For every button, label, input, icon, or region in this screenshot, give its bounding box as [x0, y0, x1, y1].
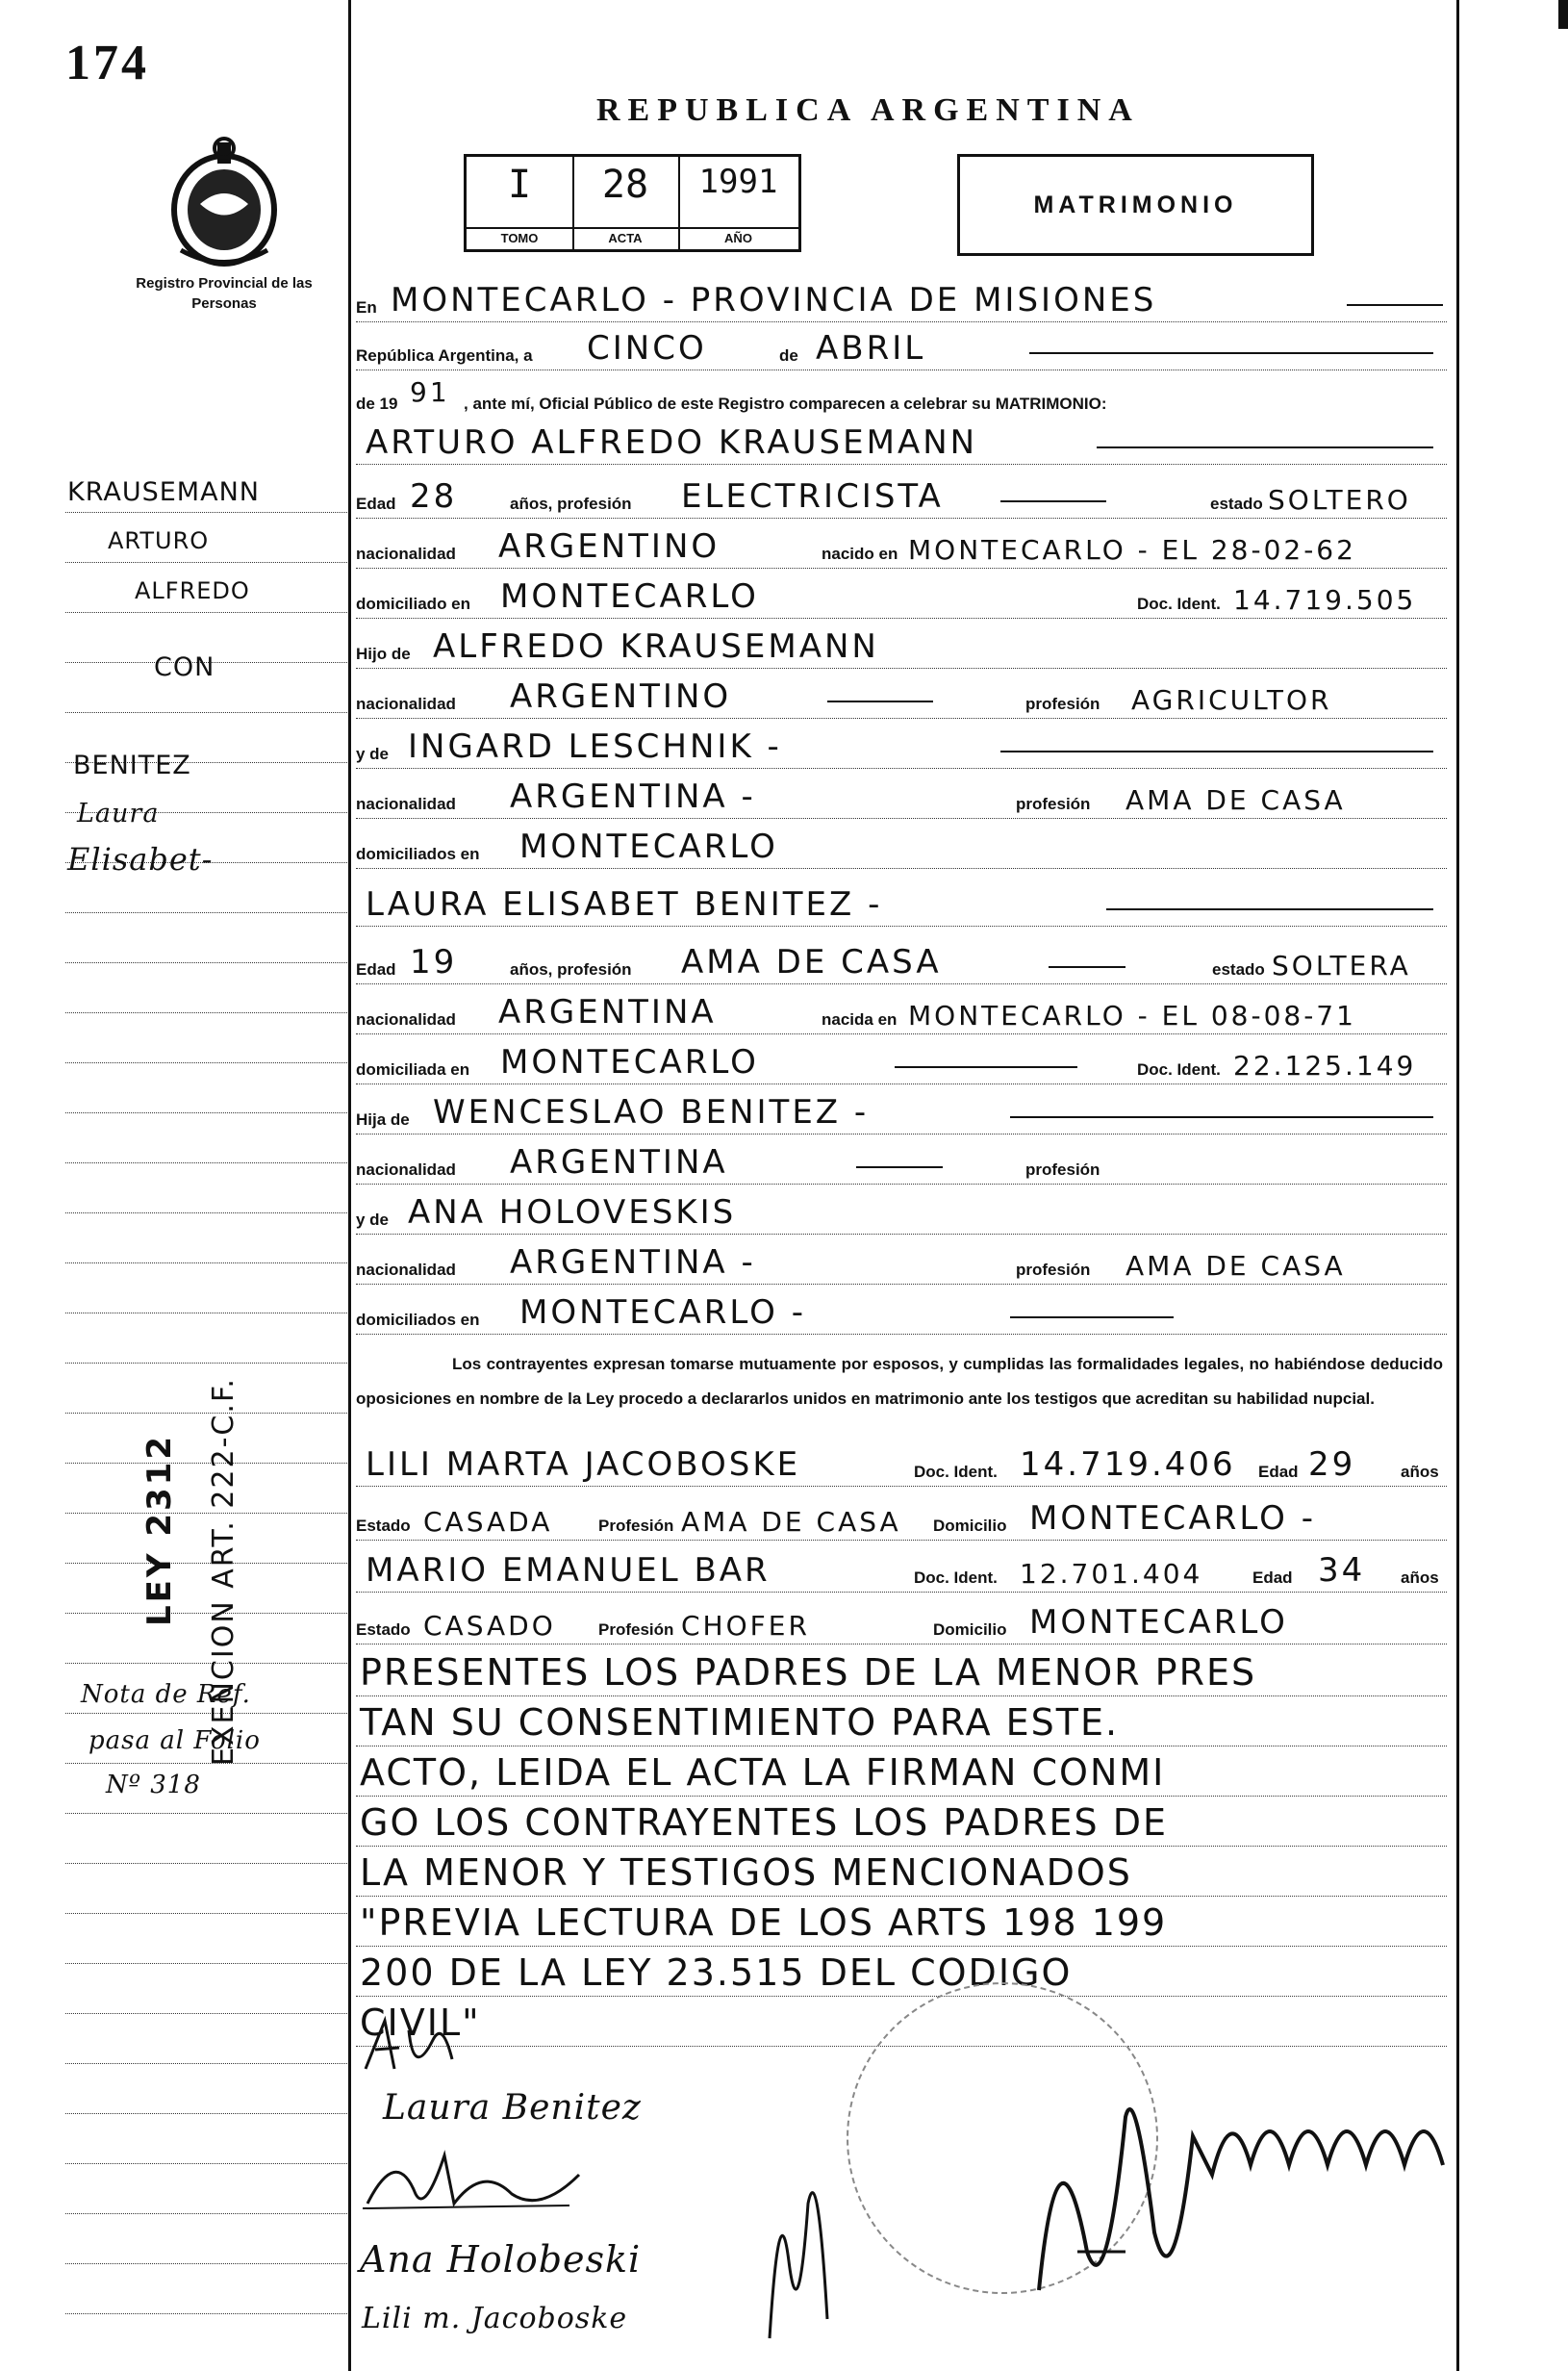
observation-text: ACTO, LEIDA EL ACTA LA FIRMAN CONMI [360, 1751, 1166, 1794]
bride-father-nac: ARGENTINA [510, 1143, 728, 1182]
witness2-doc: 12.701.404 [1020, 1558, 1203, 1590]
row-witness1-name [356, 1443, 1447, 1487]
margin-note-number: Nº 318 [106, 1771, 201, 1799]
witness1-estado: CASADA [423, 1506, 553, 1538]
label-edad: Edad [1252, 1568, 1293, 1587]
row-witness2-name [356, 1549, 1447, 1593]
row-bride-dom [356, 1041, 1447, 1084]
witness1-profesion: AMA DE CASA [681, 1506, 901, 1538]
label-anos: años [1401, 1568, 1439, 1587]
tomo-cell [467, 157, 574, 249]
margin-line [65, 712, 347, 713]
label-profesion: profesión [1016, 1261, 1091, 1279]
label-edad: Edad [356, 960, 396, 979]
acta-cell [572, 157, 680, 249]
observation-line [356, 1948, 1447, 1997]
label-y-de: y de [356, 1211, 390, 1229]
observation-line [356, 1898, 1447, 1947]
fill-dash [1010, 1316, 1174, 1318]
label-profesion: profesión [1016, 795, 1091, 813]
row-bride-nac [356, 991, 1447, 1034]
label-doc: Doc. Ident. [914, 1568, 998, 1587]
lugar-value: MONTECARLO - PROVINCIA DE MISIONES [391, 281, 1157, 319]
label-nacionalidad: nacionalidad [356, 695, 456, 713]
bride-mother: ANA HOLOVESKIS [408, 1193, 737, 1232]
row-groom-father [356, 625, 1447, 669]
margin-line [65, 512, 347, 513]
row-groom-father-nac [356, 676, 1447, 719]
groom-mother: INGARD LESCHNIK - [408, 727, 782, 766]
signature-bride: Laura Benitez [383, 2088, 642, 2128]
fill-dash [1010, 1116, 1433, 1118]
label-en: En [356, 298, 377, 317]
corner-mark [1558, 0, 1568, 29]
witness1-doc: 14.719.406 [1020, 1445, 1236, 1484]
bride-mother-nac: ARGENTINA - [510, 1243, 756, 1282]
observation-line [356, 1647, 1447, 1696]
label-de: de [779, 346, 798, 365]
signature-witness: Ana Holobeski [360, 2238, 642, 2281]
groom-domicilio: MONTECARLO [500, 577, 759, 616]
bride-nacionalidad: ARGENTINA [498, 993, 717, 1032]
margin-line [65, 1363, 347, 1364]
row-lugar [356, 279, 1447, 322]
bride-domicilio: MONTECARLO [500, 1043, 759, 1082]
margin-surname1: KRAUSEMANN [67, 477, 260, 507]
witness1-name: LILI MARTA JACOBOSKE [366, 1445, 801, 1484]
witness2-domicilio: MONTECARLO [1029, 1603, 1288, 1642]
margin-line [65, 2113, 347, 2114]
margin-note-ref: Nota de Ref. [81, 1680, 251, 1709]
groom-mother-prof: AMA DE CASA [1125, 784, 1346, 816]
acta-value: 28 [601, 163, 649, 207]
groom-mother-nac: ARGENTINA - [510, 778, 756, 816]
margin-surname2: BENITEZ [73, 751, 191, 780]
witness1-edad: 29 [1308, 1445, 1356, 1484]
row-fecha [356, 327, 1447, 370]
margin-line [65, 1913, 347, 1914]
bride-estado: SOLTERA [1272, 950, 1411, 982]
acta-label: ACTA [572, 227, 678, 245]
fill-dash [1106, 908, 1433, 910]
fill-dash [827, 701, 933, 702]
label-profesion: años, profesión [510, 495, 632, 513]
registry-name: Registro Provincial de las Personas [136, 275, 313, 312]
label-nacionalidad: nacionalidad [356, 1261, 456, 1279]
margin-line [65, 1813, 347, 1814]
observation-text: TAN SU CONSENTIMIENTO PARA ESTE. [360, 1701, 1120, 1744]
label-profesion: años, profesión [510, 960, 632, 979]
ano-value: 1991 [698, 163, 778, 201]
bride-mother-prof: AMA DE CASA [1125, 1250, 1346, 1282]
margin-line [65, 2313, 347, 2314]
signature-officer-icon [1020, 2059, 1462, 2329]
label-nacida: nacida en [822, 1010, 898, 1029]
margin-line [65, 1262, 347, 1263]
row-bride-father [356, 1091, 1447, 1135]
observation-line [356, 1848, 1447, 1897]
groom-father-prof: AGRICULTOR [1131, 684, 1332, 716]
label-profesion: Profesión [598, 1620, 674, 1639]
margin-note-folio: pasa al Folio [89, 1726, 261, 1755]
margin-line [65, 1012, 347, 1013]
label-domiciliada: domiciliada en [356, 1060, 470, 1079]
ante-text: , ante mí, Oficial Público de este Registro comparecen a celebrar su MATRIMONIO: [464, 395, 1107, 413]
label-profesion: profesión [1025, 1160, 1100, 1179]
bride-parents-dom: MONTECARLO - [519, 1293, 806, 1332]
label-y-de: y de [356, 745, 390, 763]
label-profesion: profesión [1025, 695, 1100, 713]
fill-dash [1097, 446, 1433, 448]
row-bride-mother [356, 1191, 1447, 1235]
bride-name: LAURA ELISABET BENITEZ - [366, 885, 883, 924]
label-domiciliado: domiciliado en [356, 595, 471, 613]
margin-line [65, 612, 347, 613]
margin-line [65, 962, 347, 963]
row-groom-edad [356, 475, 1447, 519]
row-year [356, 375, 1447, 418]
groom-profesion: ELECTRICISTA [681, 477, 944, 516]
witness2-profesion: CHOFER [681, 1610, 810, 1642]
tomo-value: I [507, 163, 532, 207]
fill-dash [856, 1166, 943, 1168]
declaration-text: Los contrayentes expresan tomarse mutuamente por esposos, y cumplidas las formalidades legales, no habiéndose deducido oposiciones en nombre de la Ley procedo a declararlos unidos en matrimonio ante los testigos que acreditan su habilidad nupcial. [356, 1355, 1443, 1408]
witness2-name: MARIO EMANUEL BAR [366, 1551, 771, 1590]
row-groom-nac [356, 525, 1447, 569]
signature-scribble-icon [750, 2146, 847, 2358]
signature-mark-icon [356, 2011, 471, 2088]
label-republica: República Argentina, a [356, 346, 533, 365]
label-domiciliados: domiciliados en [356, 1311, 480, 1329]
margin-line [65, 1212, 347, 1213]
groom-parents-dom: MONTECARLO [519, 828, 778, 866]
groom-father: ALFREDO KRAUSEMANN [433, 627, 879, 666]
margin-line [65, 1963, 347, 1964]
fill-dash [895, 1066, 1077, 1068]
groom-name: ARTURO ALFREDO KRAUSEMANN [366, 423, 978, 462]
row-bride-mother-nac [356, 1241, 1447, 1285]
label-estado: estado [1210, 495, 1263, 513]
row-bride-name [356, 883, 1447, 927]
country-title: REPUBLICA ARGENTINA [596, 92, 1140, 128]
groom-father-nac: ARGENTINO [510, 677, 732, 716]
fill-dash [1029, 352, 1433, 354]
margin-given1: ARTURO [108, 527, 210, 554]
label-doc: Doc. Ident. [1137, 1060, 1221, 1079]
month-value: ABRIL [816, 329, 926, 368]
observation-line [356, 1797, 1447, 1847]
label-estado: Estado [356, 1620, 411, 1639]
fill-dash [1000, 751, 1433, 752]
signature-groom-icon [358, 2136, 589, 2223]
label-estado: Estado [356, 1517, 411, 1535]
margin-given2b: Elisabet- [67, 841, 214, 878]
bride-nacida: MONTECARLO - EL 08-08-71 [908, 1000, 1356, 1032]
label-hijo: Hijo de [356, 645, 411, 663]
margin-line [65, 1863, 347, 1864]
row-bride-parents-dom [356, 1291, 1447, 1335]
margin-exencion-stamp: EXENCION ART. 222-C.F. [207, 1377, 240, 1766]
right-rule [1456, 0, 1459, 2371]
margin-line [65, 1162, 347, 1163]
label-edad: Edad [1258, 1463, 1299, 1481]
label-doc: Doc. Ident. [914, 1463, 998, 1481]
margin-line [65, 562, 347, 563]
row-groom-dom [356, 575, 1447, 619]
row-bride-edad [356, 941, 1447, 984]
margin-given2: Laura [77, 799, 160, 829]
row-groom-mother-nac [356, 776, 1447, 819]
bride-father: WENCESLAO BENITEZ - [433, 1093, 870, 1132]
row-groom-parents-dom [356, 826, 1447, 869]
row-bride-father-nac [356, 1141, 1447, 1185]
fill-dash [1347, 304, 1443, 306]
groom-edad: 28 [410, 477, 458, 516]
groom-nacido: MONTECARLO - EL 28-02-62 [908, 534, 1356, 566]
margin-given1b: ALFREDO [135, 577, 250, 604]
fill-dash [1049, 966, 1125, 968]
label-edad: Edad [356, 495, 396, 513]
label-year-prefix: de 19 [356, 395, 398, 413]
label-nacionalidad: nacionalidad [356, 1010, 456, 1029]
margin-con: CON [154, 652, 215, 682]
observation-text: GO LOS CONTRAYENTES LOS PADRES DE [360, 1801, 1168, 1844]
witness2-edad: 34 [1318, 1551, 1366, 1590]
label-hija: Hija de [356, 1110, 410, 1129]
label-nacido: nacido en [822, 545, 898, 563]
day-value: CINCO [587, 329, 707, 368]
margin-line [65, 1112, 347, 1113]
tomo-label: TOMO [467, 227, 572, 245]
margin-line [65, 2163, 347, 2164]
document-type-box: MATRIMONIO [957, 154, 1314, 256]
label-doc: Doc. Ident. [1137, 595, 1221, 613]
bride-edad: 19 [410, 943, 458, 982]
year-value: 91 [410, 376, 450, 408]
label-nacionalidad: nacionalidad [356, 795, 456, 813]
row-witness1-estado [356, 1497, 1447, 1541]
label-domicilio: Domicilio [933, 1620, 1007, 1639]
observation-text: "PREVIA LECTURA DE LOS ARTS 198 199 [360, 1901, 1168, 1944]
margin-line [65, 2063, 347, 2064]
groom-estado: SOLTERO [1268, 484, 1411, 516]
groom-nacionalidad: ARGENTINO [498, 527, 721, 566]
margin-ley-stamp: LEY 2312 [140, 1434, 179, 1626]
groom-doc: 14.719.505 [1233, 584, 1417, 616]
margin-line [65, 912, 347, 913]
observation-text: CIVIL" [360, 2001, 481, 2044]
bride-profesion: AMA DE CASA [681, 943, 942, 982]
label-anos: años [1401, 1463, 1439, 1481]
row-groom-mother [356, 726, 1447, 769]
row-witness2-estado [356, 1601, 1447, 1644]
observation-text: 200 DE LA LEY 23.515 DEL CODIGO [360, 1951, 1073, 1994]
witness1-domicilio: MONTECARLO - [1029, 1499, 1316, 1538]
margin-line [65, 2263, 347, 2264]
signature-lili: Lili m. Jacoboske [362, 2302, 628, 2335]
margin-line [65, 1062, 347, 1063]
observation-text: LA MENOR Y TESTIGOS MENCIONADOS [360, 1851, 1132, 1894]
margin-line [65, 2213, 347, 2214]
margin-line [65, 2013, 347, 2014]
provincial-seal-icon [162, 135, 287, 269]
page-number: 174 [65, 36, 149, 90]
label-estado: estado [1212, 960, 1265, 979]
label-domicilio: Domicilio [933, 1517, 1007, 1535]
tomo-acta-ano-box [464, 154, 801, 252]
row-groom-name [356, 421, 1447, 465]
label-nacionalidad: nacionalidad [356, 1160, 456, 1179]
bride-doc: 22.125.149 [1233, 1050, 1417, 1082]
fill-dash [1000, 500, 1106, 502]
ano-cell [678, 157, 798, 249]
label-profesion: Profesión [598, 1517, 674, 1535]
ano-label: AÑO [678, 227, 798, 245]
observation-line [356, 1747, 1447, 1797]
observation-text: PRESENTES LOS PADRES DE LA MENOR PRES [360, 1651, 1257, 1694]
label-domiciliados: domiciliados en [356, 845, 480, 863]
observation-line [356, 1697, 1447, 1746]
witness2-estado: CASADO [423, 1610, 556, 1642]
margin-rule [348, 0, 351, 2371]
label-nacionalidad: nacionalidad [356, 545, 456, 563]
